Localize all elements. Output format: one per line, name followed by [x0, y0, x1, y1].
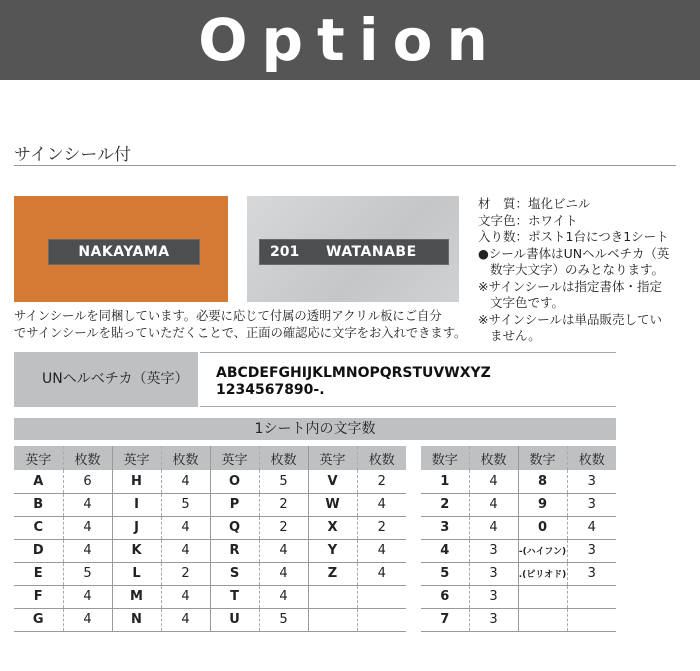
caption-line: でサインシールを貼っていただくことで、正面の確認応に文字をお入れできます。 [14, 326, 467, 340]
silver-plate-image [247, 196, 459, 302]
table-row [421, 585, 616, 608]
column-header: 枚数 [357, 446, 406, 470]
column-header: 英字 [112, 446, 161, 470]
char-cell: 9 [518, 493, 567, 516]
char-cell: 4 [421, 539, 469, 562]
count-cell: 2 [357, 516, 406, 539]
font-name-label: UNヘルベチカ（英字） [14, 352, 198, 407]
plate-name: NAKAYAMA [78, 244, 170, 260]
char-cell: Z [308, 562, 357, 585]
count-cell: 5 [259, 470, 308, 493]
caption-text [14, 308, 474, 342]
digits-count-table [421, 446, 616, 632]
count-cell: 4 [161, 516, 210, 539]
char-cell: N [112, 608, 161, 631]
count-cell: 4 [357, 493, 406, 516]
count-cell: 2 [259, 516, 308, 539]
spec-line: ません。 [490, 328, 541, 343]
count-cell: 4 [161, 608, 210, 631]
name-strip [259, 239, 449, 265]
count-cell [357, 585, 406, 608]
column-header: 枚数 [567, 446, 616, 470]
table-row [421, 539, 616, 562]
count-cell [357, 608, 406, 631]
spec-line: 数字大文字）のみとなります。 [490, 262, 665, 277]
count-cell [567, 608, 616, 631]
char-cell: I [112, 493, 161, 516]
char-cell: X [308, 516, 357, 539]
count-cell: 4 [469, 470, 518, 493]
count-cell: 3 [567, 562, 616, 585]
count-cell: 4 [63, 585, 112, 608]
char-cell: 0 [518, 516, 567, 539]
spec-line: 材 質：塩化ビニル [478, 196, 591, 211]
column-header: 枚数 [63, 446, 112, 470]
char-cell [518, 608, 567, 631]
count-cell: 6 [63, 470, 112, 493]
count-cell: 3 [567, 470, 616, 493]
char-cell: V [308, 470, 357, 493]
char-cell: D [14, 539, 63, 562]
count-cell: 4 [63, 608, 112, 631]
char-cell: 8 [518, 470, 567, 493]
font-sample-letters: ABCDEFGHIJKLMNOPQRSTUVWXYZ [216, 365, 491, 381]
char-cell: O [210, 470, 259, 493]
count-cell: 5 [161, 493, 210, 516]
count-cell: 4 [357, 562, 406, 585]
table-row [14, 562, 406, 585]
char-cell: Y [308, 539, 357, 562]
char-cell: 7 [421, 608, 469, 631]
char-cell: 2 [421, 493, 469, 516]
count-cell: 5 [259, 608, 308, 631]
char-cell: R [210, 539, 259, 562]
count-cell: 3 [567, 493, 616, 516]
char-cell: 5 [421, 562, 469, 585]
count-cell: 5 [63, 562, 112, 585]
char-cell: A [14, 470, 63, 493]
spec-line: ※サインシールは単品販売してい [478, 311, 663, 327]
font-sample-rule-bottom [200, 406, 616, 407]
table-row [421, 493, 616, 516]
char-cell: G [14, 608, 63, 631]
section-title: サインシール付 [14, 145, 132, 165]
font-sample [216, 365, 491, 399]
count-cell: 3 [469, 562, 518, 585]
char-cell: L [112, 562, 161, 585]
count-cell: 3 [469, 539, 518, 562]
count-cell: 2 [357, 470, 406, 493]
table-header-row [421, 446, 616, 470]
char-cell: .(ピリオド) [518, 562, 567, 585]
spec-line: ※サインシールは指定書体・指定 [478, 278, 663, 294]
count-cell: 4 [161, 539, 210, 562]
plate-name: WATANABE [326, 244, 417, 260]
section-divider [14, 165, 676, 166]
count-cell: 4 [63, 539, 112, 562]
orange-plate-image [14, 196, 228, 302]
count-cell: 2 [161, 562, 210, 585]
table-row [14, 585, 406, 608]
count-cell: 4 [161, 585, 210, 608]
char-cell: C [14, 516, 63, 539]
name-strip [48, 239, 200, 265]
spec-line: 文字色：ホワイト [478, 212, 578, 228]
table-row [14, 516, 406, 539]
count-cell: 4 [357, 539, 406, 562]
table-row [421, 562, 616, 585]
char-cell: 6 [421, 585, 469, 608]
char-cell: W [308, 493, 357, 516]
font-sample-rule-top [200, 352, 616, 353]
char-cell: M [112, 585, 161, 608]
count-cell [567, 585, 616, 608]
table-row [14, 608, 406, 631]
column-header: 枚数 [161, 446, 210, 470]
table-header-row [14, 446, 406, 470]
count-cell: 4 [469, 516, 518, 539]
count-cell: 4 [259, 585, 308, 608]
table-row [421, 608, 616, 631]
caption-line: サインシールを同梱しています。必要に応じて付属の透明アクリル板にご自分 [14, 309, 442, 323]
count-cell: 3 [469, 608, 518, 631]
char-cell: K [112, 539, 161, 562]
char-cell [308, 608, 357, 631]
char-cell: T [210, 585, 259, 608]
column-header: 枚数 [469, 446, 518, 470]
count-cell: 4 [63, 493, 112, 516]
char-cell: 3 [421, 516, 469, 539]
count-cell: 4 [259, 539, 308, 562]
column-header: 英字 [210, 446, 259, 470]
char-cell [308, 585, 357, 608]
column-header: 英字 [14, 446, 63, 470]
char-cell: F [14, 585, 63, 608]
count-cell: 4 [63, 516, 112, 539]
count-cell: 2 [259, 493, 308, 516]
plate-number: 201 [270, 244, 300, 260]
char-cell: -(ハイフン) [518, 539, 567, 562]
spec-line: 入り数：ポスト1台につき1シート [478, 229, 669, 244]
char-cell: H [112, 470, 161, 493]
page-title: Option [198, 6, 502, 74]
char-cell: E [14, 562, 63, 585]
table-row [14, 539, 406, 562]
count-cell: 4 [567, 516, 616, 539]
table-row [421, 470, 616, 493]
table-row [14, 493, 406, 516]
count-cell: 4 [161, 470, 210, 493]
column-header: 数字 [421, 446, 469, 470]
column-header: 英字 [308, 446, 357, 470]
char-cell: 1 [421, 470, 469, 493]
table-row [14, 470, 406, 493]
table-row [421, 516, 616, 539]
char-cell: S [210, 562, 259, 585]
char-cell [518, 585, 567, 608]
char-cell: B [14, 493, 63, 516]
column-header: 数字 [518, 446, 567, 470]
spec-line: ●シール書体はUNヘルベチカ（英 [478, 245, 670, 261]
spec-list [478, 196, 698, 345]
column-header: 枚数 [259, 446, 308, 470]
letters-count-table [14, 446, 406, 632]
count-table-title: 1シート内の文字数 [14, 418, 616, 440]
char-cell: Q [210, 516, 259, 539]
count-cell: 4 [469, 493, 518, 516]
char-cell: P [210, 493, 259, 516]
count-cell: 4 [259, 562, 308, 585]
spec-line: 文字色です。 [490, 295, 565, 310]
char-cell: J [112, 516, 161, 539]
count-cell: 3 [567, 539, 616, 562]
char-cell: U [210, 608, 259, 631]
count-cell: 3 [469, 585, 518, 608]
font-sample-digits: 1234567890-. [216, 382, 325, 398]
